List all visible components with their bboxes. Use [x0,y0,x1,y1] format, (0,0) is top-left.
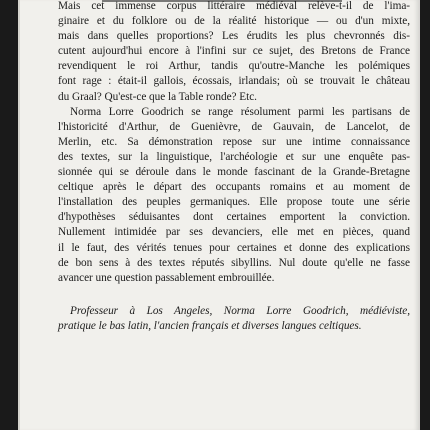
paragraph-1-line: cutent aujourd'hui encore à l'infini sur ce sujet, des Bretons de France [58,45,410,58]
paragraph-2-line: Nullement intimidée par ses devanciers, elle met en pièces, quand [58,226,410,239]
paragraph-2-line: l'historicité d'Arthur, de Guenièvre, de Gauvain, de Lancelot, de [58,120,410,133]
author-bio [58,304,410,334]
paragraph-2-line: l'installation des peuples germaniques. Elle propose toute une série [58,196,410,209]
paragraph-2 [58,105,410,286]
paragraph-2-line: sionnée qui se déroule dans le monde fascinant de la Grande-Bretagne [58,166,410,179]
author-bio-line: pratique le bas latin, l'ancien français et diverses langues celtiques. [58,319,362,332]
blurb-text [58,0,410,334]
paragraph-1-line: mais dans quelles proportions? Les érudits les plus chevronnés dis- [58,30,410,43]
author-bio-line: Professeur à Los Angeles, Norma Lorre Goodrich, médiéviste, [70,304,410,317]
paragraph-2-line: Norma Lorre Goodrich se range résolument parmi les partisans de [70,105,410,118]
paragraph-1-line: ginaire et du folklore ou de la réalité historique — ou d'un mixte, [58,15,410,28]
paragraph-2-line: d'hypothèses séduisantes dont certaines emportent la conviction. [58,211,410,224]
paragraph-1-line: Mais cet immense corpus littéraire médiéval relève-t-il de l'ima- [58,0,410,12]
paragraph-2-line: de bon sens à des textes réputés sibyllins. Nul doute qu'elle ne fasse [58,256,410,269]
cover-page [18,0,420,430]
paragraph-1-line: revendiquent le roi Arthur, tandis qu'outre-Manche les polémiques [58,60,410,73]
paragraph-2-line: des textes, sur la linguistique, l'archéologie et sur une enquête pas- [58,150,410,163]
paragraph-2-line: Merlin, etc. Sa démonstration repose sur une intime connaissance [58,135,410,148]
paragraph-2-line: avancer une question passablement embrouillée. [58,271,275,284]
paragraph-1 [58,0,410,105]
page-edge [18,0,20,430]
paragraph-1-line: du Graal? Qu'est-ce que la Table ronde? Etc. [58,90,257,103]
paragraph-2-line: il le faut, des vérités tenues pour certaines et donne des explications [58,241,410,254]
paragraph-1-line: font rage : était-il gallois, écossais, irlandais; où se trouvait le château [58,75,410,88]
paragraph-2-line: celtique après le départ des occupants romains et au moment de [58,181,410,194]
